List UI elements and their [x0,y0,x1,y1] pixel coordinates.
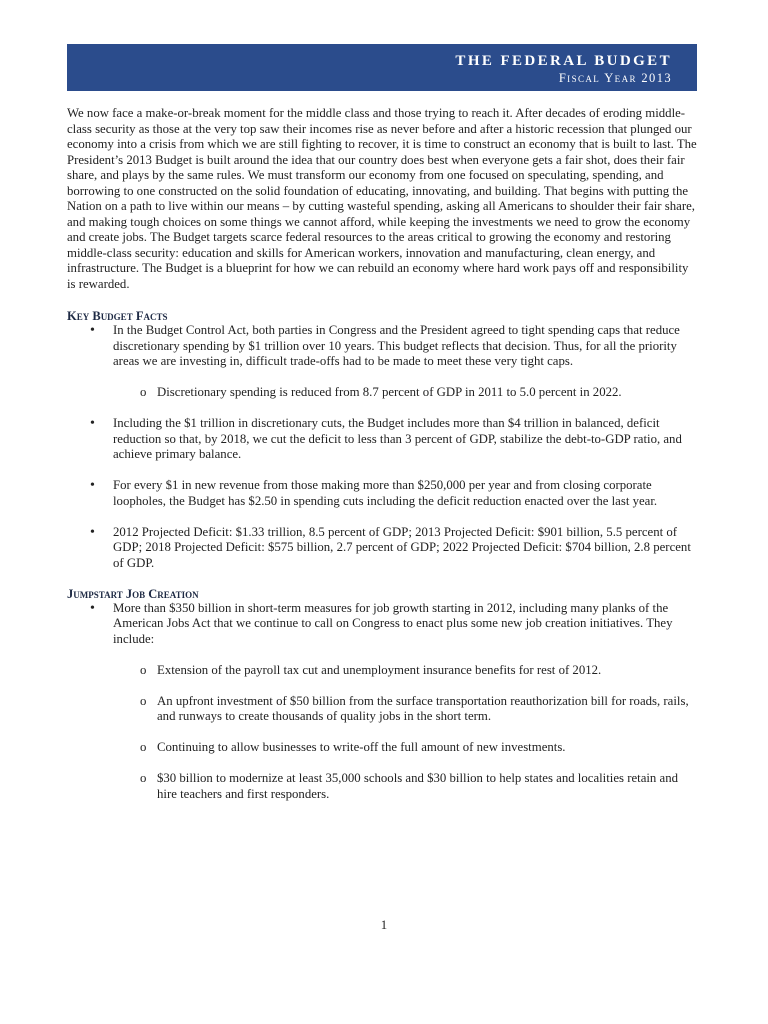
sub-bullet-list [113,385,697,401]
list-item-text: More than $350 billion in short-term measures for job growth starting in 2012, including many planks of the American Jobs Act that we continue to call on Congress to enact plus some new job creation initiatives. They include: [113,600,673,646]
section-key-budget-facts [67,309,697,571]
list-item [67,323,697,401]
list-item-text: Including the $1 trillion in discretionary cuts, the Budget includes more than $4 trillion in balanced, deficit reduction so that, by 2018, we cut the deficit to less than 3 percent of GDP, stabilize the debt-to-GDP ratio, and achieve primary balance. [113,416,682,461]
sub-list-item [113,771,697,802]
bullet-list [67,601,697,803]
sub-list-item-text: Extension of the payroll tax cut and unemployment insurance benefits for rest of 2012. [157,662,602,677]
list-item [67,525,697,572]
sub-bullet-marker: o [140,740,147,754]
bullet-marker: • [90,416,95,431]
bullet-marker: • [90,323,95,338]
sub-bullet-marker: o [140,662,147,677]
sub-list-item [113,694,697,725]
section-heading: Key Budget Facts [67,309,168,323]
list-item-text: For every $1 in new revenue from those making more than $250,000 per year and from closing corporate loopholes, the Budget has $2.50 in spending cuts including the deficit reduction enacted over the last year. [113,478,658,508]
sub-list-item-text: $30 billion to modernize at least 35,000 schools and $30 billion to help states and localities retain and hire teachers and first responders. [157,771,679,801]
sub-bullet-list [113,663,697,803]
sub-list-item [113,663,697,679]
section-jumpstart-job-creation [67,587,697,803]
sub-bullet-marker: o [140,771,147,785]
sub-list-item-text: An upfront investment of $50 billion from the surface transportation reauthorization bill for roads, rails, and runways to create thousands of quality jobs in the short term. [157,693,689,723]
document-title: THE FEDERAL BUDGET [455,53,672,69]
list-item [67,416,697,463]
header-banner [67,44,697,91]
list-item [67,478,697,509]
list-item-text: In the Budget Control Act, both parties in Congress and the President agreed to tight spending caps that reduce discretionary spending by $1 trillion over 10 years. This budget reflects that decision. Thus, for all the priority areas we are investing in, difficult trade-offs had to be made to meet these very tight caps. [113,323,680,368]
bullet-marker: • [90,600,95,616]
section-heading: Jumpstart Job Creation [67,586,199,601]
sub-bullet-marker: o [140,385,147,399]
bullet-marker: • [90,524,95,540]
sub-bullet-marker: o [140,693,147,708]
document-subtitle: Fiscal Year 2013 [558,71,672,85]
intro-paragraph: We now face a make-or-break moment for the middle class and those trying to reach it. After decades of eroding middle-class security as those at the very top saw their incomes rise as never before and after a historic recession that plunged our economy into a crisis from which we are still fighting to recover, it is time to construct an economy that is built to last. The President’s 2013 Budget is built around the idea that our country does best when everyone gets a fair shot, does their fair share, and plays by the same rules. We must transform our economy from one focused on speculating, spending, and borrowing to one constructed on the solid foundation of educating, innovating, and building. That begins with putting the Nation on a path to live within our means – by cutting wasteful spending, asking all Americans to shoulder their fair share, and making tough choices on some things we cannot afford, while keeping the investments we need to grow the economy and create jobs. The Budget targets scarce federal resources to the areas critical to growing the economy and restoring middle-class security: education and skills for American workers, innovation and manufacturing, clean energy, and infrastructure. The Budget is a blueprint for how we can rebuild an economy where hard work pays off and responsibility is rewarded. [67,106,697,291]
sub-list-item [113,385,697,401]
list-item-text: 2012 Projected Deficit: $1.33 trillion, 8.5 percent of GDP; 2013 Projected Deficit: $901 billion, 5.5 percent of GDP; 2018 Projected Deficit: $575 billion, 2.7 percent of GDP; 2022 Projected Deficit: $704 billion, 2.8 percent of GDP. [113,524,691,570]
sub-list-item-text: Discretionary spending is reduced from 8.7 percent of GDP in 2011 to 5.0 percent in 2022. [157,385,622,399]
bullet-list [67,323,697,571]
page-number: 1 [380,918,388,932]
bullet-marker: • [90,478,95,493]
sub-list-item-text: Continuing to allow businesses to write-off the full amount of new investments. [157,740,566,754]
list-item [67,601,697,803]
sub-list-item [113,740,697,756]
document-body [67,106,697,818]
